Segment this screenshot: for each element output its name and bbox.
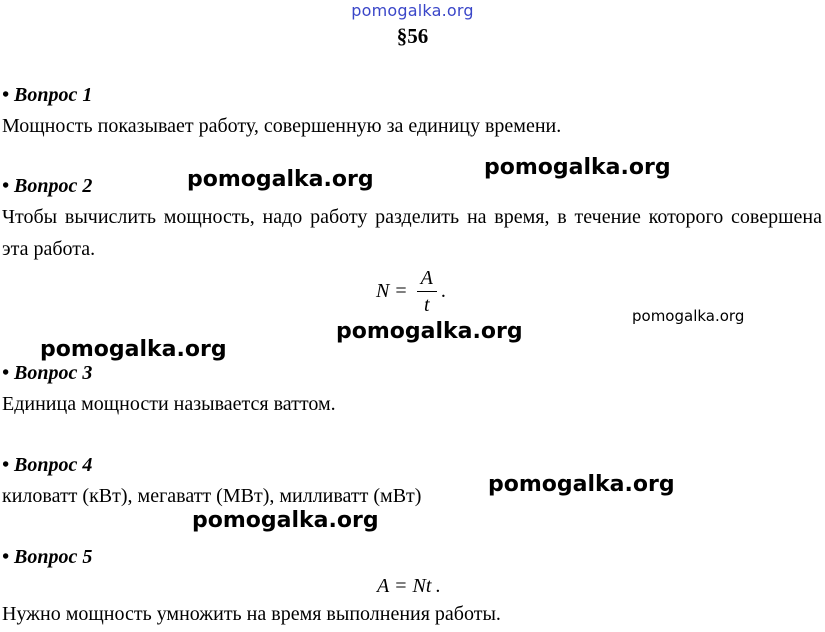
- formula-numerator: A: [417, 268, 437, 292]
- section-title: §56: [396, 24, 429, 48]
- question-5-answer: Нужно мощность умножить на время выполнения работы.: [2, 603, 501, 625]
- formula-equals: =: [395, 575, 407, 597]
- formula-denominator: t: [423, 294, 430, 316]
- site-header-link[interactable]: pomogalka.org: [351, 1, 474, 20]
- formula-fraction: [417, 268, 437, 315]
- question-3-answer: Единица мощности называется ваттом.: [2, 393, 336, 415]
- question-2-answer: Чтобы вычислить мощность, надо работу разделить на время, в течение которого совершена эта работа.: [2, 206, 822, 260]
- question-5-title: • Вопрос 5: [2, 546, 93, 568]
- formula-lhs: N: [376, 280, 390, 302]
- formula-tail: .: [440, 280, 446, 302]
- question-5-formula: [377, 575, 440, 598]
- watermark: pomogalka.org: [336, 319, 523, 344]
- watermark: pomogalka.org: [187, 167, 374, 192]
- formula-rhs: Nt: [412, 575, 432, 597]
- formula-equals: =: [395, 280, 407, 302]
- question-4-answer: киловатт (кВт), мегаватт (МВт), милливатт (мВт): [2, 485, 422, 507]
- watermark: pomogalka.org: [484, 155, 671, 180]
- formula-lhs: A: [377, 575, 390, 597]
- question-2-formula: [376, 268, 446, 315]
- formula-tail: .: [435, 575, 441, 597]
- question-2-title: • Вопрос 2: [2, 175, 93, 197]
- question-1-title: • Вопрос 1: [2, 84, 93, 106]
- question-3-title: • Вопрос 3: [2, 362, 93, 384]
- watermark: pomogalka.org: [488, 472, 675, 497]
- question-1-answer: Мощность показывает работу, совершенную за единицу времени.: [2, 115, 562, 137]
- question-4-title: • Вопрос 4: [2, 454, 93, 476]
- watermark: pomogalka.org: [192, 508, 379, 533]
- watermark: pomogalka.org: [40, 337, 227, 362]
- watermark: pomogalka.org: [632, 307, 745, 325]
